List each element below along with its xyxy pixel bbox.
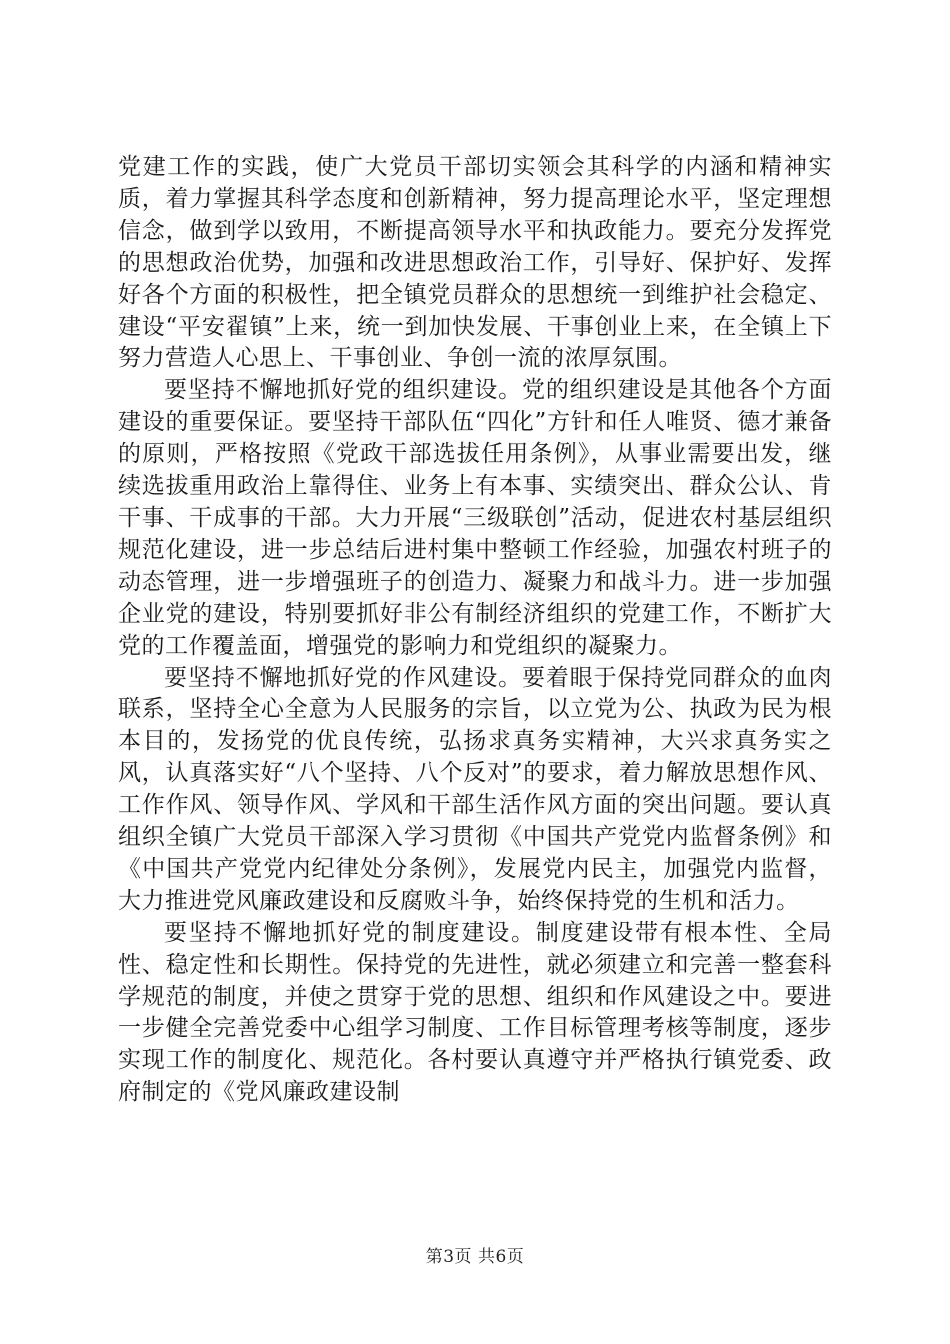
paragraph-2: 要坚持不懈地抓好党的组织建设。党的组织建设是其他各个方面建设的重要保证。要坚持干部队伍“四化”方针和任人唯贤、德才兼备的原则，严格按照《党政干部选拔任用条例》，从事业需要出发，继续选拔重用政治上靠得住、业务上有本事、实绩突出、群众公认、肯干事、干成事的干部。大力开展“三级联创”活动，促进农村基层组织规范化建设，进一步总结后进村集中整顿工作经验，加强农村班子的动态管理，进一步增强班子的创造力、凝聚力和战斗力。进一步加强企业党的建设，特别要抓好非公有制经济组织的党建工作，不断扩大党的工作覆盖面，增强党的影响力和党组织的凝聚力。	[118, 377, 832, 659]
page-number-footer: 第3页 共6页	[425, 1247, 525, 1267]
document-body	[118, 152, 832, 1109]
paragraph-1: 党建工作的实践，使广大党员干部切实领会其科学的内涵和精神实质，着力掌握其科学态度和创新精神，努力提高理论水平，坚定理想信念，做到学以致用，不断提高领导水平和执政能力。要充分发挥党的思想政治优势，加强和改进思想政治工作，引导好、保护好、发挥好各个方面的积极性，把全镇党员群众的思想统一到维护社会稳定、建设“平安翟镇”上来，统一到加快发展、干事创业上来，在全镇上下努力营造人心思上、干事创业、争创一流的浓厚氛围。	[118, 154, 832, 372]
paragraph-3: 要坚持不懈地抓好党的作风建设。要着眼于保持党同群众的血肉联系，坚持全心全意为人民服务的宗旨，以立党为公、执政为民为根本目的，发扬党的优良传统，弘扬求真务实精神，大兴求真务实之风，认真落实好“八个坚持、八个反对”的要求，着力解放思想作风、工作作风、领导作风、学风和干部生活作风方面的突出问题。要认真组织全镇广大党员干部深入学习贯彻《中国共产党党内监督条例》和《中国共产党党内纪律处分条例》，发展党内民主，加强党内监督，大力推进党风廉政建设和反腐败斗争，始终保持党的生机和活力。	[118, 664, 832, 914]
paragraph-4: 要坚持不懈地抓好党的制度建设。制度建设带有根本性、全局性、稳定性和长期性。保持党的先进性，就必须建立和完善一整套科学规范的制度，并使之贯穿于党的思想、组织和作风建设之中。要进一步健全完善党委中心组学习制度、工作目标管理考核等制度，逐步实现工作的制度化、规范化。各村要认真遵守并严格执行镇党委、政府制定的《党风廉政建设制	[118, 919, 832, 1106]
